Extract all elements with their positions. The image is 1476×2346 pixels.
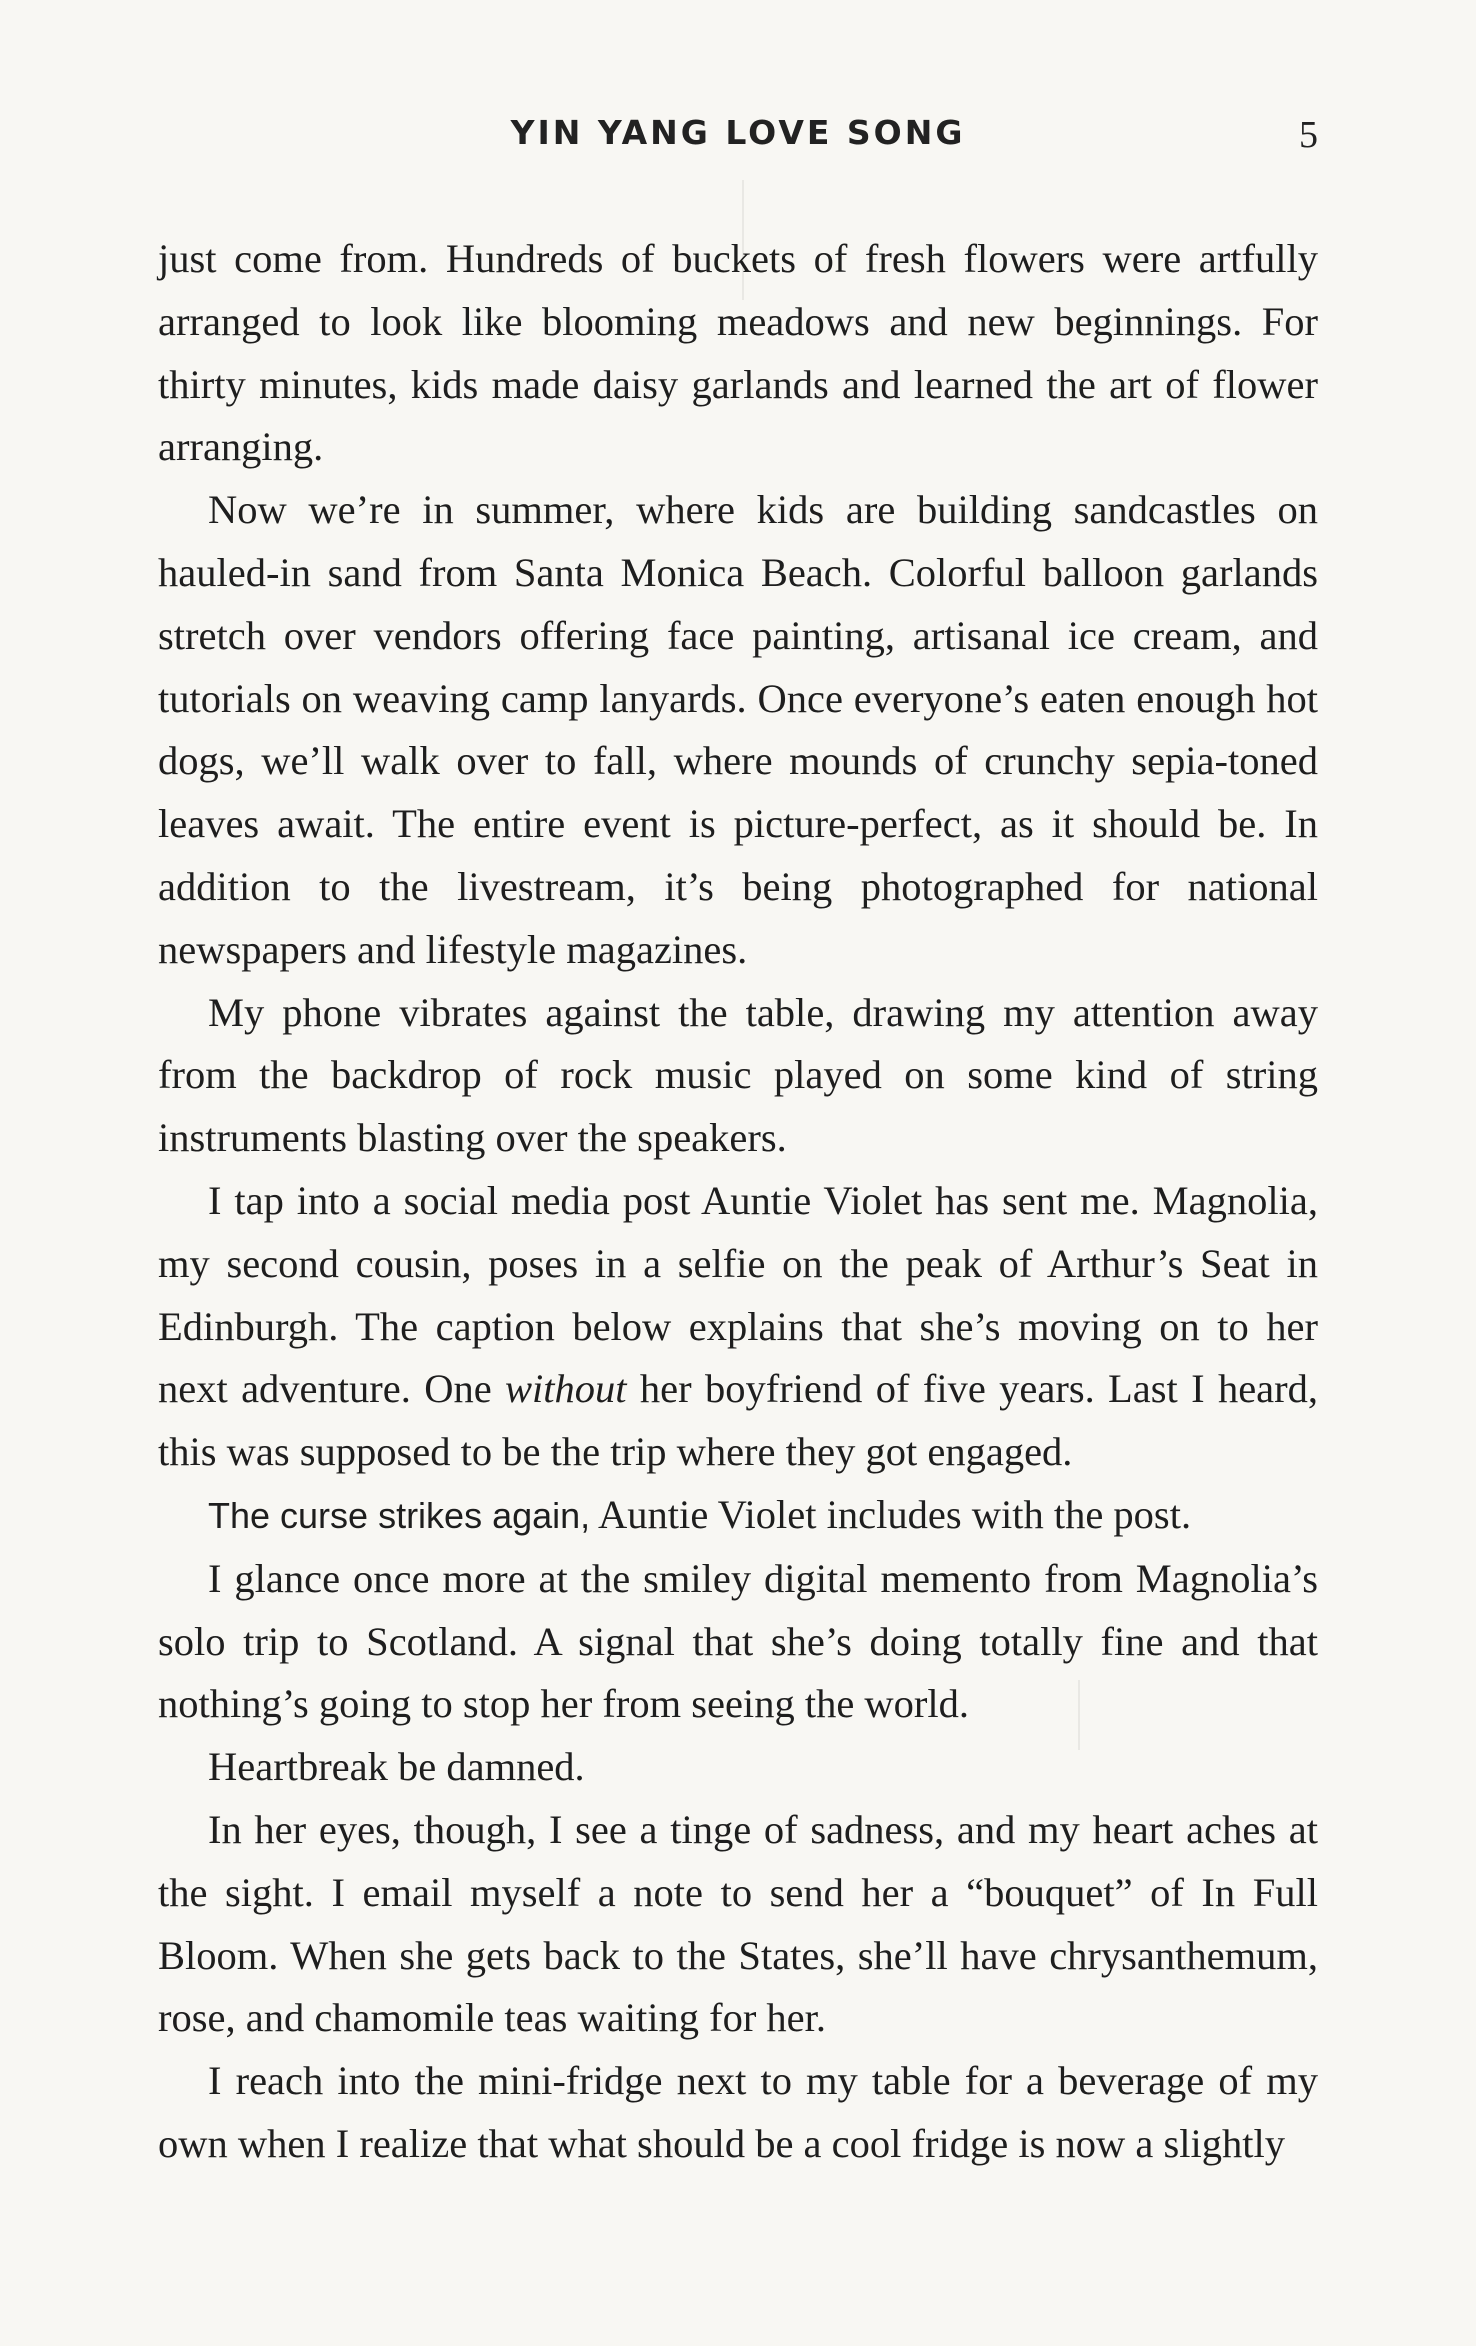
paragraph-7-text: Heartbreak be damned. bbox=[208, 1744, 585, 1790]
running-head bbox=[158, 113, 1318, 163]
paragraph-4-text-after: her boyfriend of five years. Last I heard, this was supposed to be the trip where they got engaged. bbox=[158, 1366, 1319, 1475]
paragraph-3 bbox=[158, 982, 1318, 1170]
paragraph-8 bbox=[158, 1799, 1318, 2050]
paragraph-4-emphasis: without bbox=[505, 1366, 627, 1412]
paragraph-5-text-after: Auntie Violet includes with the post. bbox=[590, 1491, 1192, 1537]
paragraph-1-text: just come from. Hundreds of buckets of fresh flowers were artfully arranged to look like blooming meadows and new beginnings. For thirty minutes, kids made daisy garlands and learned the art of flower arranging. bbox=[158, 236, 1318, 470]
text-message: The curse strikes again, bbox=[208, 1494, 591, 1536]
paragraph-2-text: Now we’re in summer, where kids are building sandcastles on hauled-in sand from Santa Monica Beach. Colorful balloon garlands stretch over vendors offering face painting, artisanal ice cream, and tutorials on weaving camp lanyards. Once everyone’s eaten enough hot dogs, we’ll walk over to fall, where mounds of crunchy sepia-toned leaves await. The entire event is picture-perfect, as it should be. In addition to the livestream, it’s being photographed for national newspapers and lifestyle magazines. bbox=[158, 487, 1318, 972]
paragraph-8-text: In her eyes, though, I see a tinge of sadness, and my heart aches at the sight. I email myself a note to send her a “bouquet” of In Full Bloom. When she gets back to the States, she’ll have chrysanthemum, rose, and chamomile teas waiting for her. bbox=[158, 1806, 1318, 2041]
paragraph-4 bbox=[158, 1170, 1318, 1484]
paragraph-3-text: My phone vibrates against the table, drawing my attention away from the backdrop of rock music played on some kind of string instruments blasting over the speakers. bbox=[158, 989, 1318, 1161]
body-text bbox=[158, 228, 1318, 2176]
scan-artifact bbox=[1078, 1680, 1080, 1750]
paragraph-2 bbox=[158, 479, 1318, 981]
page-number: 5 bbox=[1299, 114, 1318, 156]
paragraph-6-text: I glance once more at the smiley digital memento from Magnolia’s solo trip to Scotland. A signal that she’s doing totally fine and that nothing’s going to stop her from seeing the world. bbox=[158, 1555, 1318, 1727]
paragraph-5 bbox=[158, 1484, 1318, 1548]
paragraph-4-text: I tap into a social media post Auntie Violet has sent me. Magnolia, my second cousin, poses in a selfie on the peak of Arthur’s Seat in Edinburgh. The caption below explains that she’s moving on to her next adventure. One bbox=[158, 1177, 1318, 1412]
book-title: YIN YANG LOVE SONG bbox=[510, 113, 966, 152]
paragraph-9 bbox=[158, 2050, 1318, 2176]
paragraph-1 bbox=[158, 228, 1318, 479]
paragraph-7 bbox=[158, 1736, 1318, 1799]
scan-artifact bbox=[742, 180, 744, 300]
paragraph-6 bbox=[158, 1548, 1318, 1736]
paragraph-9-text: I reach into the mini-fridge next to my table for a beverage of my own when I realize that what should be a cool fridge is now a slightly bbox=[158, 2058, 1318, 2166]
